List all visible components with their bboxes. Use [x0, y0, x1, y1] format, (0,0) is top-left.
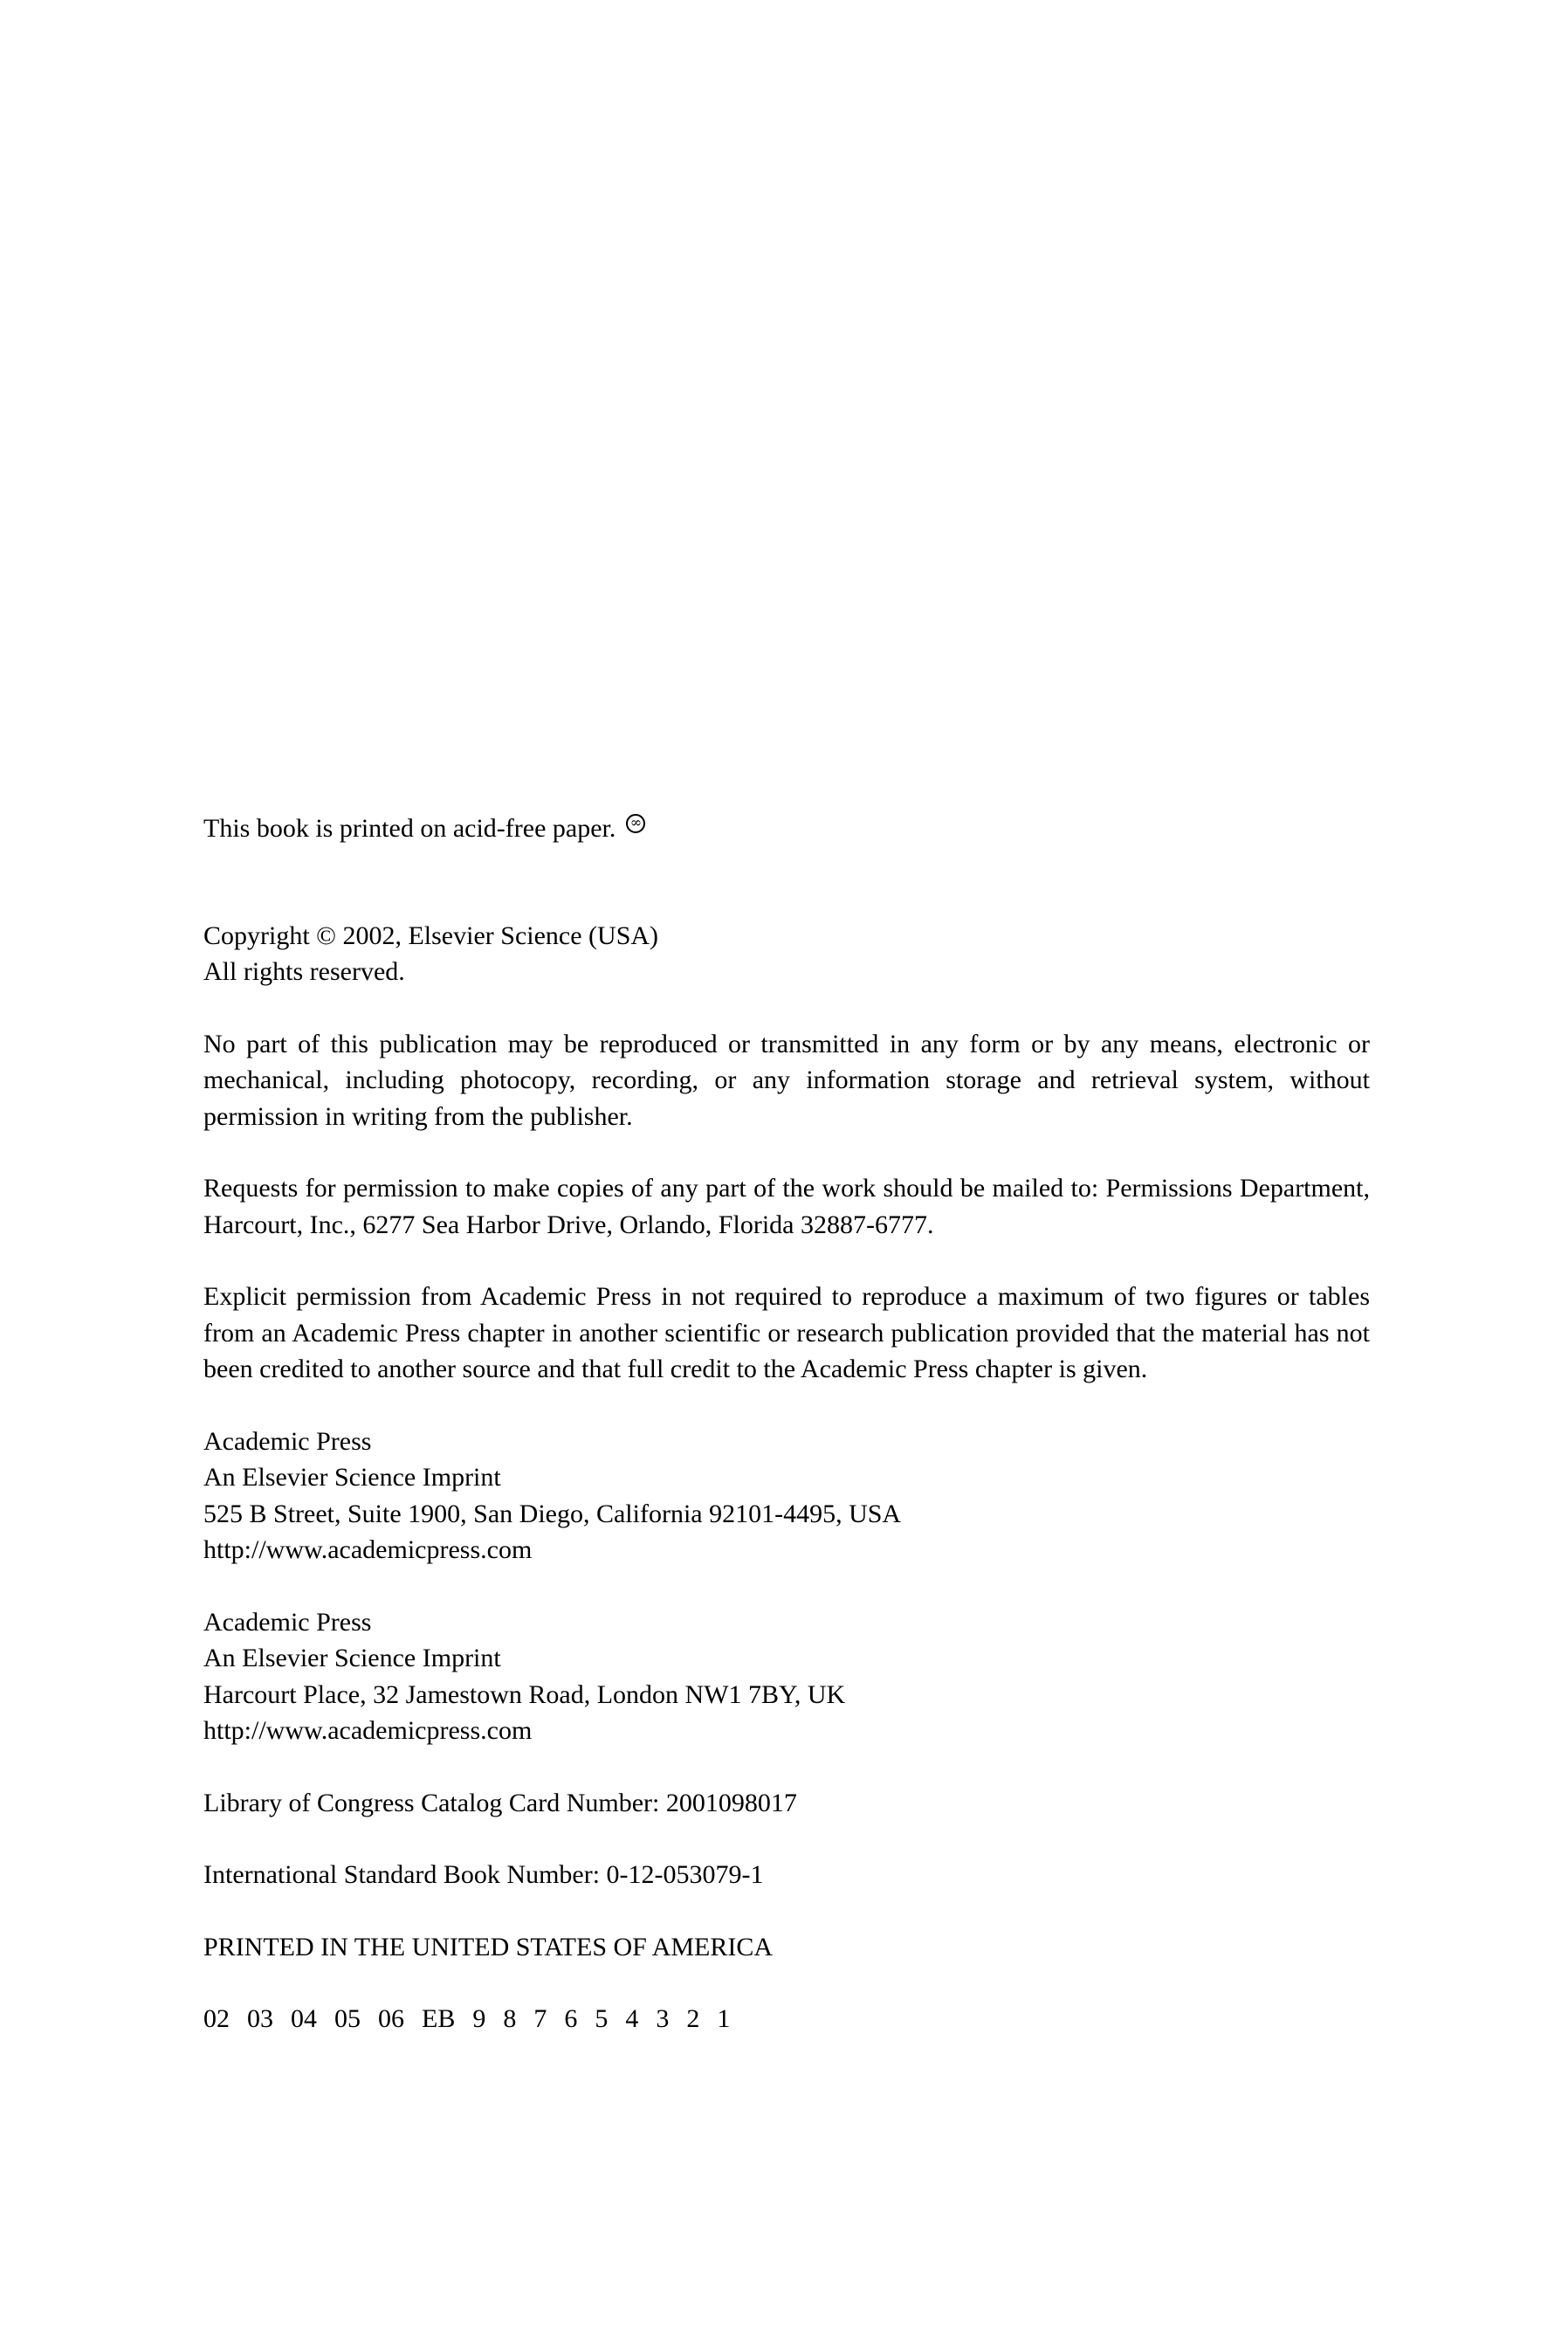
no-part-paragraph: No part of this publication may be reproduced or transmitted in any form or by any means, electronic or mechanical, including photocopy, recording, or any information storage and retrieval system, without permission in writing from the publisher.	[203, 1029, 1370, 1131]
publisher-url: http://www.academicpress.com	[203, 1535, 533, 1564]
copyright-line: Copyright © 2002, Elsevier Science (USA)	[203, 920, 659, 950]
copyright-notice	[203, 918, 1370, 990]
printing-line-item: 9	[472, 2004, 486, 2033]
printing-line-item: 3	[656, 2004, 670, 2033]
printed-in: PRINTED IN THE UNITED STATES OF AMERICA	[203, 1932, 774, 1961]
publisher-name: Academic Press	[203, 1426, 372, 1456]
printing-line-item: 5	[595, 2004, 609, 2033]
address-uk	[203, 1604, 1370, 1749]
explicit-permission-paragraph: Explicit permission from Academic Press in not required to reproduce a maximum of two figures or tables from an Academic Press chapter in another scientific or research publication provided that the material has not been credited to another source and that full credit to the Academic Press chapter is given.	[203, 1282, 1370, 1383]
acid-free-text: This book is printed on acid-free paper.	[203, 814, 616, 843]
printing-line-item: 8	[503, 2004, 517, 2033]
address-us	[203, 1424, 1370, 1568]
printing-line-item: 02	[203, 2004, 230, 2033]
publisher-imprint: An Elsevier Science Imprint	[203, 1644, 501, 1672]
printing-line-item: 7	[533, 2004, 547, 2033]
printing-line-item: 03	[247, 2004, 273, 2033]
publisher-imprint: An Elsevier Science Imprint	[203, 1463, 501, 1492]
loc-number: Library of Congress Catalog Card Number: 2001098017	[203, 1788, 797, 1817]
isbn: International Standard Book Number: 0-12-053079-1	[203, 1860, 764, 1889]
printing-line-item: 6	[564, 2004, 578, 2033]
publisher-street: Harcourt Place, 32 Jamestown Road, London NW1 7BY, UK	[203, 1679, 846, 1709]
acid-free-notice	[203, 810, 1370, 847]
printing-line	[203, 2001, 1370, 2037]
printing-line-item: 05	[334, 2004, 361, 2033]
publisher-street: 525 B Street, Suite 1900, San Diego, California 92101-4495, USA	[203, 1499, 902, 1528]
printing-line-item: 06	[378, 2004, 404, 2033]
printing-line-item: 1	[717, 2004, 731, 2033]
printing-line-item: 4	[625, 2004, 639, 2033]
acid-free-paper-icon	[626, 814, 645, 833]
copyright-page	[203, 810, 1370, 2037]
rights-reserved: All rights reserved.	[203, 957, 405, 986]
printing-line-item: 04	[291, 2004, 317, 2033]
publisher-url: http://www.academicpress.com	[203, 1716, 533, 1745]
publisher-name: Academic Press	[203, 1607, 372, 1637]
printing-line-item: 2	[686, 2004, 700, 2033]
printing-line-item: EB	[422, 2004, 456, 2033]
requests-paragraph: Requests for permission to make copies of any part of the work should be mailed to: Permissions Department, Harcourt, Inc., 6277 Sea Harbor Drive, Orlando, Florida 32887-6777.	[203, 1174, 1370, 1239]
